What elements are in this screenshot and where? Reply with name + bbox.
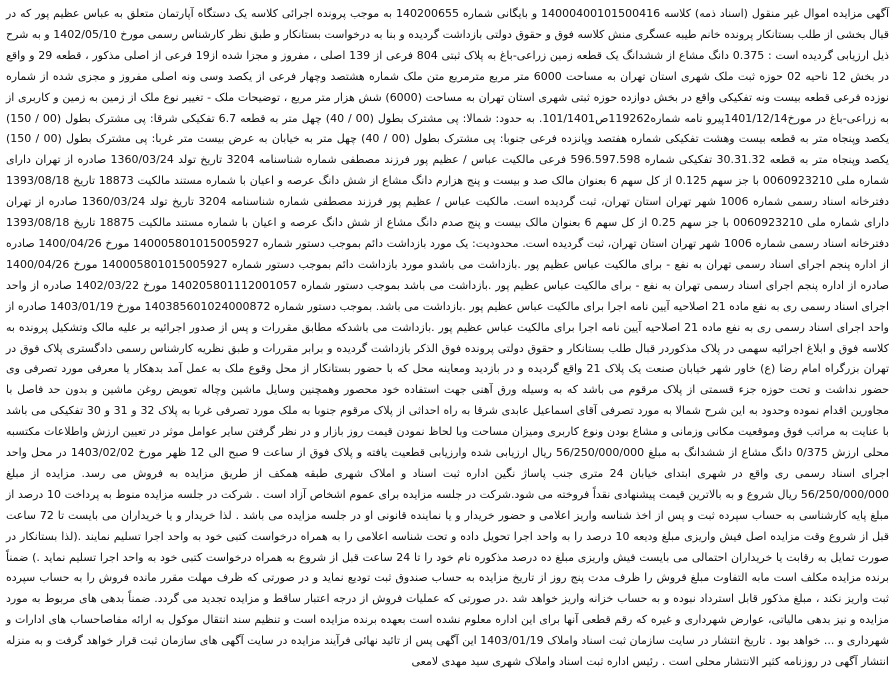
auction-notice-body: آگهی مزایده اموال غیر منقول (اسناد ذمه) کلاسه 14000400101500416 و بایگانی شماره 140200655 به موجب پرونده اجرائی کلاسه یک دستگاه آپارتمان متعلق به عباس عظیم پور که در قبال بخشی از طلب بستانکار پرونده خانم طیبه عسگری منش کلاسه فوق و حقوق دولتی بازداشت گردیده و بنا به درخواست بستانکار و طبق نظر کارشناس رسمی مورخ 1402/05/10 و به شرح ذیل ارزیابی گردیده است : 0.375 دانگ مشاع از ششدانگ یک قطعه زمین زراعی-باغ به پلاک ثبتی 804 فرعی از 139 اصلی ، مفروز و مجزا شده از19 فرعی از اصلی مذکور ، قطعه 29 و واقع در بخش 12 ناحیه 02 حوزه ثبت ملک شهری استان تهران به مساحت 6000 متر مربع مترمربع متن ملک شماره هشتصد وچهار فرعی از یکصد وسی ونه اصلی مفروز و مجزی شده از شماره نوزده فرعی قطعه بیست ونه تفکیکی واقع در بخش دوازده حوزه ثبتی شهری استان تهران به مساحت (6000) شش هزار متر مربع ، توضیحات ملک - تغییر نوع ملک از زمین به زمین و کاربری از به زراعی-باغ در مورخ1401/12/14پیرو نامه شماره119262ص101/1401. به حدود: شمالا: پی مشترک بطول (00 / 40) چهل متر به قطعه 6.7 تفکیکی شرقا: پی مشترک بطول (00 / 150) یکصد وپنجاه متر به قطعه بیست وهشت تفکیکی شماره هفتصد وپانزده فرعی جنوبا: پی مشترک بطول (00 / 40) چهل متر به خیابان به عرض بیست متر غربا: پی مشترک بطول (00 / 150) یکصد وپنجاه متر به قطعه 30.31.32 تفکیکی شماره 596.597.598 فرعی مالکیت عباس / عظیم پور فرزند مصطفی شماره شناسنامه 3204 تاریخ تولد 1360/03/24 صادره از تهران دارای شماره ملی 0060923210 با جز سهم 0.125 از کل سهم 6 بعنوان مالک صد و بیست و پنج هزارم دانگ مشاع از شش دانگ عرصه و اعیان با شماره مستند مالکیت 18873 تاریخ 1393/08/18 دفترخانه اسناد رسمی شماره 1006 شهر تهران استان تهران، ثبت گردیده است. مالکیت عباس / عظیم پور فرزند مصطفی شماره شناسنامه 3204 تاریخ تولد 1360/03/24 صادره از تهران دارای شماره ملی 0060923210 با جز سهم 0.25 از کل سهم 6 بعنوان مالک بیست و پنج صدم دانگ مشاع از شش دانگ عرصه و اعیان با شماره مستند مالکیت 18875 تاریخ 1393/08/18 دفترخانه اسناد رسمی شماره 1006 شهر تهران استان تهران، ثبت گردیده است. محدودیت: یک مورد بازداشت دائم بموجب دستور شماره 140005801015005927 مورخ 1400/04/26 صادره از اداره پنجم اجرای اسناد رسمی تهران به نفع - برای مالکیت عباس عظیم پور .بازداشت می باشدو مورد بازداشت دائم بموجب دستور شماره 140005801015005927 مورخ 1400/04/26 صادره از اداره پنجم اجرای اسناد رسمی تهران به نفع - برای مالکیت عباس عظیم پور .بازداشت می باشد بموجب دستور شماره 140205801112001057 مورخ 1402/03/22 صادره از واحد اجرای اسناد رسمی ری به نفع ماده 21 اصلاحیه آیین نامه اجرا برای مالکیت عباس عظیم پور .بازداشت می باشد. بموجب دستور شماره 140385601024000872 مورخ 1403/01/19 صادره از واحد اجرای اسناد رسمی ری به نفع ماده 21 اصلاحیه آیین نامه اجرا برای مالکیت عباس عظیم پور .بازداشت می باشدکه مطابق مقررات و پس از صدور اجرائیه بر علیه مالک وتشکیل پرونده به کلاسه فوق و ابلاغ اجرائیه سهمی در پلاک مذکوردر قبال طلب بستانکار و حقوق دولتی پرونده فوق الذکر بازداشت گردیده و برابر مقررات و طبق نظریه کارشناس رسمی دادگستری پلاک فوق در تهران بزرگراه امام رضا (ع) خاور شهر خیابان صنعت یک پلاک 21 واقع گردیده و در بازدید ومعاینه محل که با حضور بستانکار از محل وقوع ملک به عمل آمد بدهکار یا معرفی مورد تصرفی وی حضور نداشت و تحت حوزه جزء قسمتی از پلاک مرقوم می باشد که به وسیله ورق آهنی جهت استفاده خود محصور وهمچنین وسایل ماشین وچاله تعویض روغن ماشین و بدون حد فاصل با مجاورین اقدام نموده وحدود به این شرح شمالا به مورد تصرفی آقای اسماعیل عابدی شرقا به راه احداثی از پلاک مرقوم جنوبا به ملک مورد تصرفی غربا به پلاک 32 و 31 و 30 تفکیکی می باشد با عنایت به مراتب فوق وموقعیت مکانی وزمانی و مشاع بودن ونوع کاربری ومیزان مساحت وبا لحاظ نمودن قیمت روز بازار و در نظر گرفتن سایر عوامل موثر در تعیین ارزش واطلاعات مکتسبه محلی ارزش 0/375 دانگ مشاع از ششدانگ به مبلغ 56/250/000/000 ریال ارزیابی شده وارزیابی قطعیت یافته و پلاک فوق از ساعت 9 صبح الی 12 ظهر مورخ 1403/02/02 در محل واحد اجرای اسناد رسمی ری واقع در شهری ابتدای خیابان 24 متری جنب پاساژ نگین اداره ثبت اسناد و املاک شهری طبقه همکف از طریق مزایده به فروش می رسد. مزایده از مبلغ 56/250/000/000 ریال شروع و به بالاترین قیمت پیشنهادی نقداً فروخته می شود.شرکت در جلسه مزایده برای عموم اشخاص آزاد است . شرکت در جلسه مزایده منوط به پرداخت 10 درصد از مبلغ پایه کارشناسی به حساب سپرده ثبت و پس از اخذ شناسه واریز اعلامی و حضور خریدار و یا نماینده قانونی او در جلسه مزایده می باشد . لذا خریدار و یا خریداران می بایست تا 72 ساعت قبل از شروع وقت مزایده اصل فیش واریزی مبلغ ودیعه 10 درصد را به واحد اجرا تحویل داده و تحت شناسه اعلامی را به همراه درخواست کتبی خود به واحد اجرا تسلیم نمایند .(لذا بستانکار در صورت تمایل به رقابت یا خریداران احتمالی می بایست فیش واریزی مبلغ ده درصد مذکوره نام خود را تا 24 ساعت قبل از شروع به همراه درخواست کتبی خود به واحد اجرا تسلیم نماید .) ضمناً برنده مزایده مکلف است مابه التفاوت مبلغ فروش را ظرف مدت پنج روز از تاریخ مزایده به حساب صندوق ثبت تودیع نماید و در صورتی که ظرف مهلت مقرر مانده فروش را به حساب سپرده ثبت واریز نکند ، مبلغ مذکور قابل استرداد نبوده و به حساب خزانه واریز خواهد شد .در صورتی که عملیات فروش از درجه اعتبار ساقط و مزایده تجدید می گردد. ضمناً بدهی های مربوط به مورد مزایده و نیز بدهی مالیاتی، عوارض شهرداری و غیره که رقم قطعی آنها برای این اداره معلوم نشده است بعهده برنده مزایده است و تنظیم سند انتقال موکول به ارائه مفاصاحساب های ادارات و شهرداری و ... خواهد بود . تاریخ انتشار در سایت سازمان ثبت اسناد واملاک 1403/01/19 این آگهی پس از تائید نهائی فرآیند مزایده در سایت آگهی های سازمان ثبت قرار خواهد گرفت و به منزله انتشار آگهی در روزنامه کثیر الانتشار محلی است . رئیس اداره ثبت اسناد واملاک شهری سید مهدی لامعی: [6, 7, 890, 669]
